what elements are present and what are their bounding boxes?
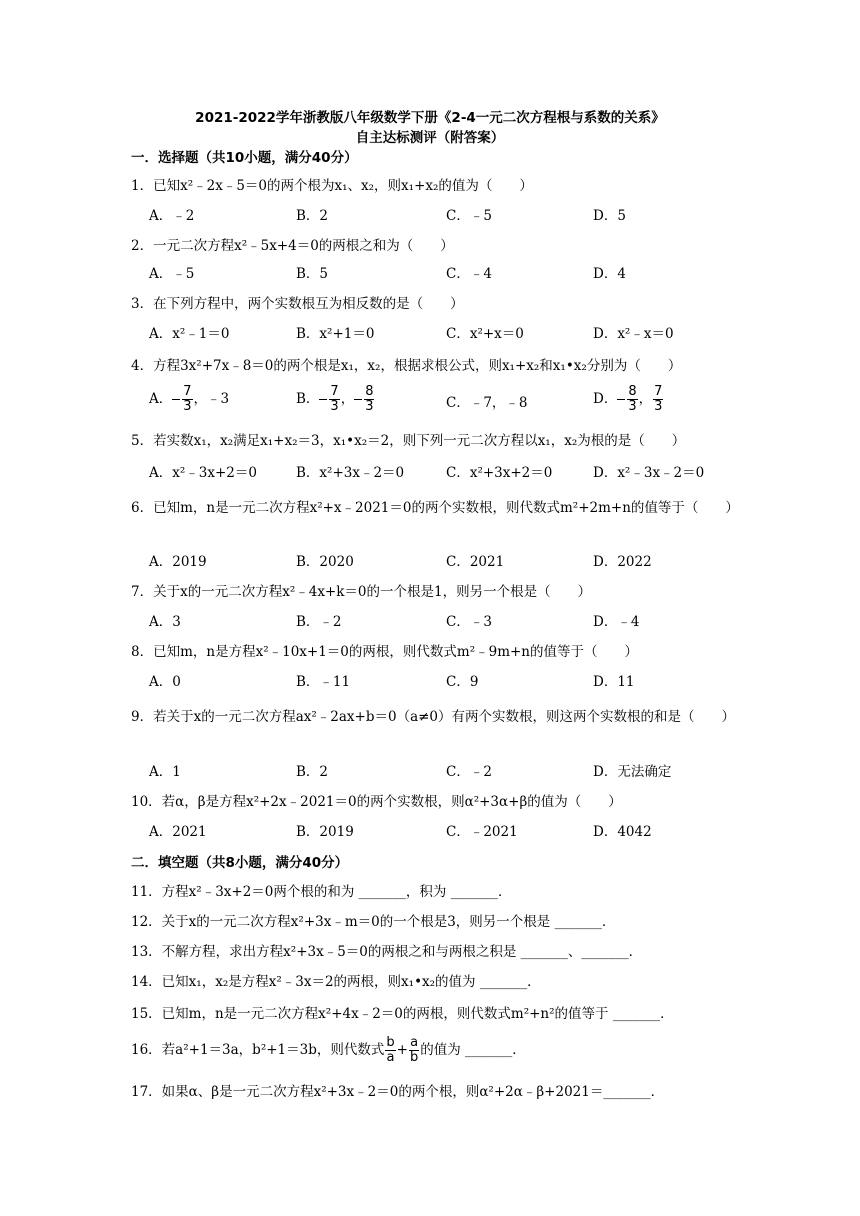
doc-title-line2: 自主达标测评（附答案） [355,130,505,146]
denominator: b [409,1050,419,1065]
denominator: 3 [183,399,192,414]
denominator: 3 [654,399,663,414]
q4-a-fraction [182,385,192,414]
question-7: 7．关于x的一元二次方程x²﹣4x+k＝0的一个根是1，则另一个根是（ ） [131,584,592,600]
q16-prefix: 16．若a²+1＝3a，b²+1＝3b，则代数式 [131,1042,385,1058]
q1-option-a: A．﹣2 [149,208,195,224]
separator: ， [638,391,653,407]
q1-option-d: D．5 [593,208,626,224]
question-11: 11．方程x²﹣3x+2＝0两个根的和为 _______，积为 _______． [131,884,512,900]
minus-sign [617,399,625,400]
q4-b-label: B． [296,391,320,407]
q5-option-b: B．x²+3x﹣2＝0 [296,465,405,481]
q2-option-d: D．4 [593,266,626,282]
numerator: 8 [628,384,637,399]
q3-option-d: D．x²﹣x＝0 [593,326,674,342]
q5-option-d: D．x²﹣3x﹣2＝0 [593,465,705,481]
q10-option-b: B．2019 [296,824,354,840]
separator: ， [193,391,208,407]
question-16 [131,1036,736,1065]
minus-sign [172,399,180,400]
q8-option-b: B．﹣11 [296,674,351,690]
question-13: 13．不解方程，求出方程x²+3x﹣5＝0的两根之和与两根之积是 _______、_______． [131,944,643,960]
q3-option-c: C．x²+x＝0 [446,326,524,342]
q10-option-c: C．﹣2021 [446,824,518,840]
q9-option-a: A．1 [149,764,181,780]
question-1: 1．已知x²﹣2x﹣5＝0的两个根为x₁、x₂，则x₁+x₂的值为（ ） [131,178,533,194]
q7-option-b: B．﹣2 [296,614,342,630]
q4-option-b [296,385,375,414]
section-heading-choice: 一．选择题（共10小题，满分40分） [131,150,358,166]
q10-option-d: D．4042 [593,824,652,840]
numerator: 7 [183,384,192,399]
q16-suffix: 的值为 _______． [420,1042,526,1058]
plus-sign: + [396,1042,408,1058]
numerator: 7 [330,384,339,399]
question-17: 17．如果α、β是一元二次方程x²+3x﹣2＝0的两个根，则α²+2α﹣β+2021＝_______． [131,1084,665,1100]
question-12: 12．关于x的一元二次方程x²+3x﹣m＝0的一个根是3，则另一个根是 _______． [131,914,616,930]
q4-option-a [149,385,229,414]
q4-d-label: D． [593,391,618,407]
numerator: a [410,1035,419,1050]
q6-option-d: D．2022 [593,554,652,570]
q3-option-a: A．x²﹣1＝0 [149,326,230,342]
numerator: 8 [365,384,374,399]
q4-b-fraction-1 [329,385,339,414]
q6-option-c: C．2021 [446,554,505,570]
minus-sign [354,399,362,400]
question-14: 14．已知x₁，x₂是方程x²﹣3x＝2的两根，则x₁•x₂的值为 _______． [131,974,541,990]
section-heading-fill: 二．填空题（共8小题，满分40分） [131,855,349,871]
q5-option-c: C．x²+3x+2＝0 [446,465,553,481]
q16-fraction-1 [385,1036,395,1065]
q4-option-d [593,385,664,414]
question-2: 2．一元二次方程x²﹣5x+4＝0的两根之和为（ ） [131,238,454,254]
q8-option-d: D．11 [593,674,635,690]
q9-option-d: D．无法确定 [593,764,672,780]
q1-option-b: B．2 [296,208,329,224]
q4-d-fraction-2 [653,385,663,414]
q6-option-b: B．2020 [296,554,354,570]
denominator: 3 [628,399,637,414]
question-10: 10．若α，β是方程x²+2x﹣2021＝0的两个实数根，则α²+3α+β的值为（ ） [131,794,622,810]
q7-option-c: C．﹣3 [446,614,492,630]
denominator: a [386,1050,395,1065]
question-9: 9．若关于x的一元二次方程ax²﹣2ax+b＝0（a≠0）有两个实数根，则这两个实数根的和是（ ） [131,709,736,725]
question-8: 8．已知m，n是方程x²﹣10x+1＝0的两根，则代数式m²﹣9m+n的值等于（ ） [131,644,639,660]
doc-title-line1: 2021-2022学年浙教版八年级数学下册《2-4一元二次方程根与系数的关系》 [195,110,665,126]
q4-option-c: C．﹣7，﹣8 [446,395,528,411]
question-3: 3．在下列方程中，两个实数根互为相反数的是（ ） [131,296,464,312]
q9-option-b: B．2 [296,764,329,780]
denominator: 3 [365,399,374,414]
numerator: b [386,1035,395,1050]
separator: ， [340,391,355,407]
q2-option-c: C．﹣4 [446,266,492,282]
q4-d-fraction-1 [627,385,637,414]
q10-option-a: A．2021 [149,824,207,840]
q6-option-a: A．2019 [149,554,207,570]
q4-b-fraction-2 [364,385,374,414]
q2-option-b: B．5 [296,266,329,282]
question-5: 5．若实数x₁，x₂满足x₁+x₂＝3，x₁•x₂＝2，则下列一元二次方程以x₁，x₂为根的是（ ） [131,433,686,449]
q2-option-a: A．﹣5 [149,266,195,282]
q9-option-c: C．﹣2 [446,764,492,780]
q3-option-b: B．x²+1＝0 [296,326,375,342]
minus-sign [319,399,327,400]
q8-option-a: A．0 [149,674,181,690]
denominator: 3 [330,399,339,414]
q7-option-a: A．3 [149,614,181,630]
question-6: 6．已知m，n是一元二次方程x²+x﹣2021＝0的两个实数根，则代数式m²+2m+n的值等于（ ） [131,500,739,516]
numerator: 7 [654,384,663,399]
question-15: 15．已知m，n是一元二次方程x²+4x﹣2＝0的两根，则代数式m²+n²的值等于 _______． [131,1006,674,1022]
q1-option-c: C．﹣5 [446,208,492,224]
q5-option-a: A．x²﹣3x+2＝0 [149,465,257,481]
q8-option-c: C．9 [446,674,479,690]
q7-option-d: D．﹣4 [593,614,640,630]
q16-fraction-2 [409,1036,419,1065]
q4-a-second: ﹣3 [207,391,230,407]
question-4: 4．方程3x²+7x﹣8＝0的两个根是x₁，x₂，根据求根公式，则x₁+x₂和x₁•x₂分别为（ ） [131,358,682,374]
q4-a-label: A． [149,391,173,407]
